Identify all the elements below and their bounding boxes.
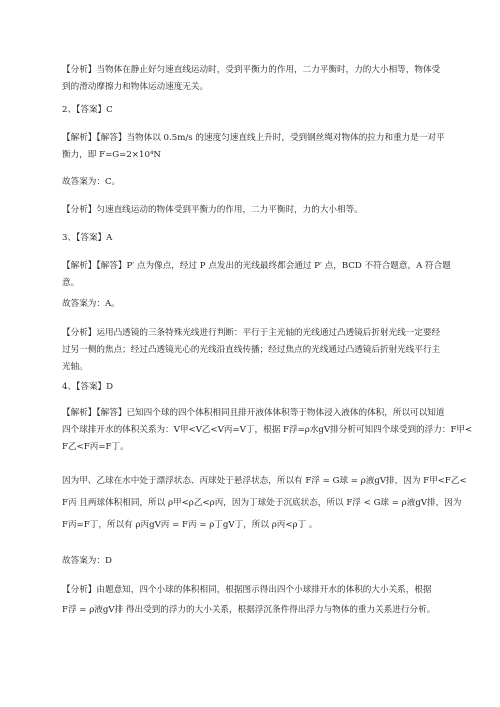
analysis-q1 (62, 62, 440, 96)
text-line: 四个球排开水的体积关系为：V甲<V乙<V丙=V丁，根据 F浮=ρ水gV排分析可知四个球受到的浮力：F甲< (62, 425, 473, 435)
text-line: 【分析】当物体在静止好匀速直线运动时，受到平衡力的作用，二力平衡时，力的大小相等，物体受 (62, 65, 441, 75)
analysis-q4 (62, 580, 440, 620)
text-line: 【分析】匀速直线运动的物体受到平衡力的作用，二力平衡时，力的大小相等。 (62, 205, 363, 215)
text-line: 到的滑动摩擦力和物体运动速度无关。 (62, 82, 209, 92)
text-line: 【解析】【解答】P′ 点为像点，经过 P 点发出的光线最终都会通过 P′ 点，BCD 不符合题意，A 符合题 (62, 261, 451, 271)
analysis-q3 (62, 325, 440, 376)
text-line: 故答案为：A。 (62, 299, 120, 309)
text-line: F浮 = ρ液gV排 得出受到的浮力的大小关系，根据浮沉条件得出浮力与物体的重力关系进行分析。 (62, 605, 436, 615)
text-line: 故答案为：C。 (62, 177, 121, 187)
text-line: 【解析】【解答】已知四个球的四个体积相同且排开液体体积等于物体浸入液体的体积，所以可以知道 (62, 408, 445, 418)
text-line: 故答案为：D (62, 556, 112, 566)
text-line: 3、【答案】A (62, 233, 113, 243)
solution-q3 (62, 258, 451, 292)
text-line: 因为甲、乙球在水中处于漂浮状态、丙球处于悬浮状态，所以有 F浮 = G球 = ρ液gV排，因为 F甲<F乙< (62, 476, 467, 486)
reasoning-q4 (62, 470, 467, 536)
solution-q2 (62, 130, 445, 164)
text-line: 光轴。 (62, 362, 88, 372)
text-line: 过另一侧的焦点；经过凸透镜光心的光线沿直线传播；经过焦点的光线通过凸透镜后折射光线平行主 (62, 345, 441, 355)
answer-q3 (62, 230, 440, 247)
answer-q2 (62, 102, 440, 119)
text-line: 【分析】运用凸透镜的三条特殊光线进行判断：平行于主光轴的光线通过凸透镜后折射光线一定要经 (62, 328, 441, 338)
text-line: F丙=F丁，所以有 ρ丙gV丙 = F丙 = ρ丁gV丁，所以 ρ丙<ρ丁 。 (62, 520, 318, 530)
conclusion-q3 (62, 296, 440, 313)
text-line: 【解析】【解答】当物体以 0.5m/s 的速度匀速直线上升时，受到钢丝绳对物体的拉力和重力是一对平 (62, 133, 445, 143)
text-line: 意。 (62, 278, 80, 288)
analysis-q2 (62, 202, 440, 219)
answer-q4 (62, 379, 440, 396)
text-line: 衡力，即 F=G=2×10⁴N (62, 150, 161, 160)
text-line: 2、【答案】C (62, 105, 113, 115)
text-line: F丙 且两球体积相同，所以 ρ甲<ρ乙<ρ丙，因为丁球处于沉底状态，所以 F浮 < G球 = ρ液gV排，因为 (62, 498, 462, 508)
solution-q4 (62, 405, 473, 456)
text-line: F乙<F丙=F丁。 (62, 442, 129, 452)
conclusion-q4 (62, 553, 440, 570)
conclusion-q2 (62, 174, 440, 191)
text-line: 【分析】由题意知，四个小球的体积相同，根据图示得出四个小球排开水的体积的大小关系，根据 (62, 585, 432, 595)
text-line: 4、【答案】D (62, 382, 114, 392)
